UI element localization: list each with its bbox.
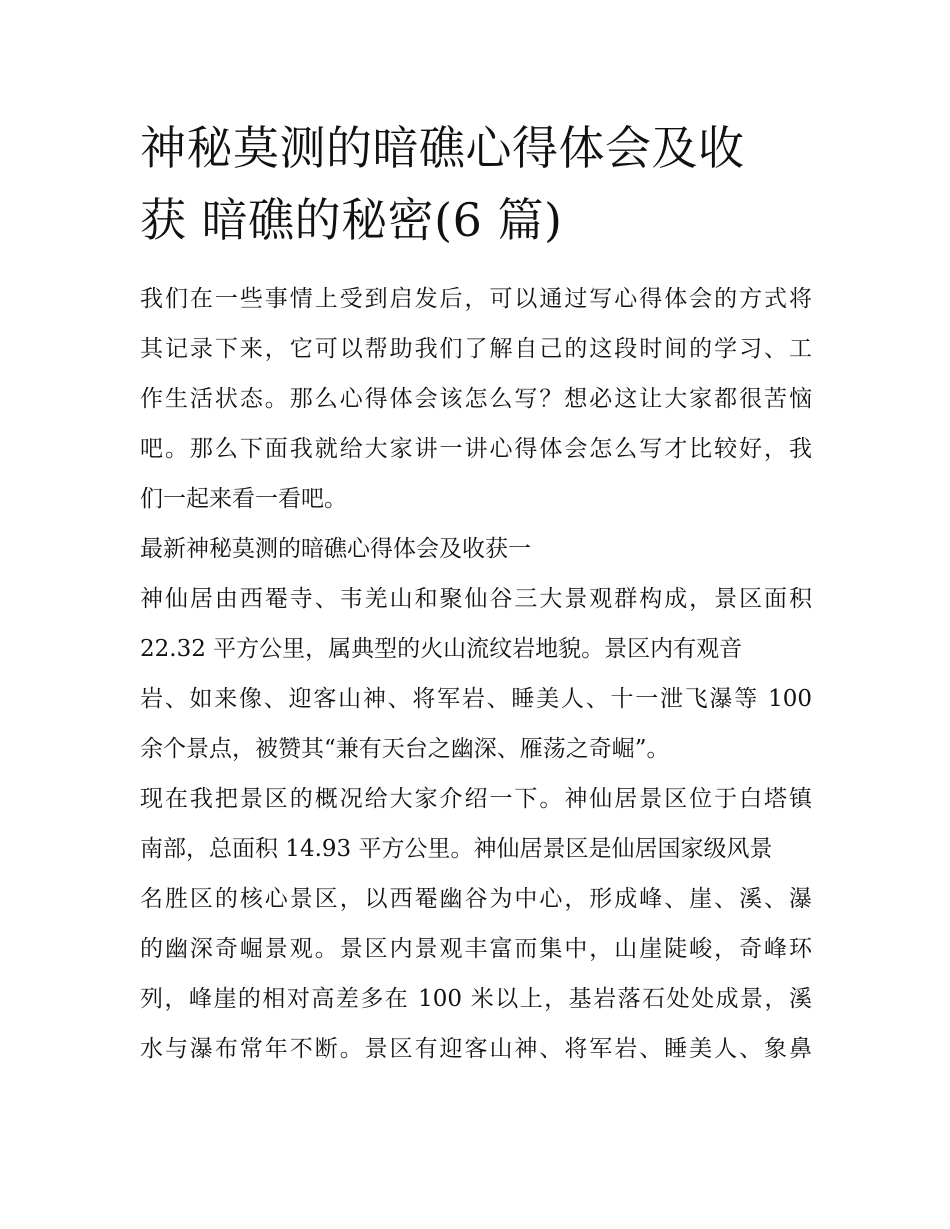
paragraph-2 xyxy=(140,774,812,1074)
text-line: 列，峰崖的相对高差多在 100 米以上，基岩落石处处成景，溪 xyxy=(140,986,812,1012)
text-line: 水与瀑布常年不断。景区有迎客山神、将军岩、睡美人、象鼻 xyxy=(140,1036,812,1062)
text-line: 南部，总面积 14.93 平方公里。神仙居景区是仙居国家级风景 xyxy=(140,836,773,862)
title-line: 神秘莫测的暗礁心得体会及收 xyxy=(140,121,745,175)
text-line: 的幽深奇崛景观。景区内景观丰富而集中，山崖陡峻，奇峰环 xyxy=(140,936,812,962)
text-line: 其记录下来，它可以帮助我们了解自己的这段时间的学习、工 xyxy=(140,336,812,362)
document-title xyxy=(140,112,812,256)
section-heading xyxy=(140,524,812,574)
text-line: 神仙居由西罨寺、韦羌山和聚仙谷三大景观群构成，景区面积 xyxy=(140,586,812,612)
text-line: 岩、如来像、迎客山神、将军岩、睡美人、十一泄飞瀑等 100 xyxy=(140,686,812,712)
document-content xyxy=(140,112,812,1074)
text-line: 我们在一些事情上受到启发后，可以通过写心得体会的方式将 xyxy=(140,286,812,312)
intro-paragraph xyxy=(140,274,812,524)
text-line: 吧。那么下面我就给大家讲一讲心得体会怎么写才比较好，我 xyxy=(140,436,812,462)
text-line: 22.32 平方公里，属典型的火山流纹岩地貌。景区内有观音 xyxy=(140,636,743,662)
document-body xyxy=(140,274,812,1074)
title-line: 获 暗礁的秘密(6 篇) xyxy=(140,193,563,247)
paragraph-1 xyxy=(140,574,812,774)
text-line: 现在我把景区的概况给大家介绍一下。神仙居景区位于白塔镇 xyxy=(140,786,812,812)
section-heading-text: 最新神秘莫测的暗礁心得体会及收获一 xyxy=(140,536,531,562)
text-line: 名胜区的核心景区，以西罨幽谷为中心，形成峰、崖、溪、瀑 xyxy=(140,886,812,912)
text-line: 作生活状态。那么心得体会该怎么写？想必这让大家都很苦恼 xyxy=(140,386,812,412)
text-line: 们一起来看一看吧。 xyxy=(140,486,347,512)
text-line: 余个景点，被赞其“兼有天台之幽深、雁荡之奇崛”。 xyxy=(140,736,670,762)
